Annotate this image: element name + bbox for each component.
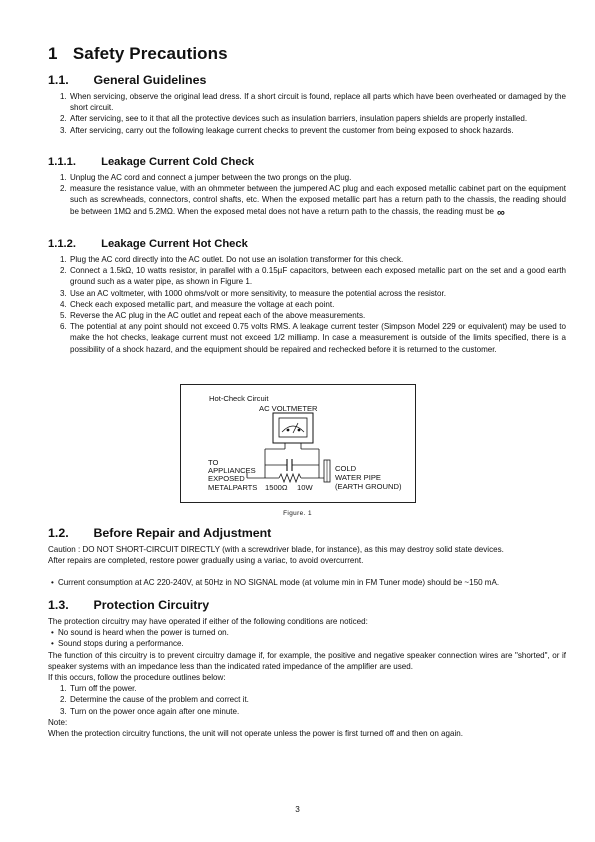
item-number: 2. <box>60 114 67 124</box>
appliance-label-line: TO <box>208 458 219 467</box>
figure-title: Hot-Check Circuit <box>209 394 269 403</box>
bullet-item: • Sound stops during a performance. <box>48 638 566 649</box>
caution-text: Caution : DO NOT SHORT-CIRCUIT DIRECTLY (with a screwdriver blade, for instance), as this may destroy solid state devices. <box>48 545 504 554</box>
item-number: 6. <box>60 322 67 332</box>
section-title: Before Repair and Adjustment <box>93 526 272 540</box>
item-text: After servicing, carry out the following leakage current checks to prevent the customer from being exposed to shock hazards. <box>70 125 514 135</box>
general-guidelines-list <box>48 91 566 136</box>
item-number: 1. <box>60 173 67 182</box>
item-text: When servicing, observe the original lead dress. If a short circuit is found, replace all parts which have been overheated or damaged by the short circuit. <box>70 92 566 113</box>
section-title: General Guidelines <box>93 73 207 87</box>
chapter-heading <box>48 44 228 64</box>
voltmeter-dial <box>279 418 307 437</box>
item-number: 4. <box>60 299 67 309</box>
list-item <box>48 183 566 217</box>
ground-label-line: WATER PIPE <box>335 473 381 482</box>
item-text: Connect a 1.5kΩ, 10 watts resistor, in parallel with a 0.15µF capacitors, between each exposed metallic part on the set and a good earth ground such as a water pipe, as shown in Figure 1. <box>70 266 566 287</box>
item-text: Turn on the power once again after one minute. <box>70 706 240 716</box>
hot-check-list <box>48 254 566 355</box>
page-number: 3 <box>295 805 300 814</box>
ground-label-line: COLD <box>335 464 357 473</box>
item-text: Turn off the power. <box>70 684 137 694</box>
appliance-label-line: APPLIANCES <box>208 466 256 475</box>
cold-check-list <box>48 172 566 217</box>
subsection-number: 1.1.2. <box>48 238 76 250</box>
infinity-symbol: ∞ <box>497 206 505 219</box>
list-item <box>48 125 566 136</box>
item-text: After servicing, see to it that all the protective devices such as insulation barriers, insulation papers shields are properly installed. <box>70 114 528 124</box>
paragraph: After repairs are completed, restore power gradually using a variac, to avoid overcurrent. <box>48 556 364 566</box>
section-heading-protection-circuitry <box>48 598 209 612</box>
chapter-title: Safety Precautions <box>72 44 228 63</box>
section-number: 1.3. <box>48 598 69 612</box>
chapter-number: 1 <box>48 44 58 63</box>
protection-circuitry-text <box>48 616 566 739</box>
list-item <box>48 288 566 299</box>
item-number: 3. <box>60 288 67 298</box>
item-number: 3. <box>60 125 67 135</box>
circuit-diagram <box>181 385 417 504</box>
item-text: Plug the AC cord directly into the AC outlet. Do not use an isolation transformer for this check. <box>70 255 404 264</box>
ground-label-line: (EARTH GROUND) <box>335 482 402 491</box>
section-heading-general-guidelines <box>48 73 206 87</box>
wattage-label: 10W <box>297 483 313 492</box>
section-title: Protection Circuitry <box>93 598 210 612</box>
item-text: Reverse the AC plug in the AC outlet and repeat each of the above measurements. <box>70 311 366 321</box>
subsection-heading-hot-check <box>48 238 248 250</box>
item-number: 1. <box>60 684 67 694</box>
item-number: 2. <box>60 266 67 276</box>
meter-terminal <box>298 429 301 432</box>
list-item <box>48 254 566 265</box>
list-item <box>48 265 566 287</box>
subsection-title: Leakage Current Hot Check <box>101 238 248 250</box>
list-item <box>48 172 566 183</box>
item-number: 1. <box>60 92 67 101</box>
item-number: 3. <box>60 706 67 716</box>
item-number: 2. <box>60 695 67 705</box>
list-item <box>48 706 566 717</box>
list-item <box>48 321 566 355</box>
list-item <box>48 694 566 705</box>
subsection-heading-cold-check <box>48 156 254 168</box>
appliance-label-line: METALPARTS <box>208 483 258 492</box>
bullet-item: • Current consumption at AC 220-240V, at 50Hz in NO SIGNAL mode (at volume min in FM Tuner mode) should be ~150 mA. <box>48 577 566 588</box>
section-number: 1.2. <box>48 526 69 540</box>
hot-check-circuit-figure <box>180 384 416 503</box>
item-number: 1. <box>60 255 67 264</box>
appliance-label-line: EXPOSED <box>208 474 245 483</box>
list-item <box>48 299 566 310</box>
paragraph: The function of this circuitry is to prevent circuitry damage if, for example, the positive and negative speaker connection wires are "shorted", or if speaker systems with an impedance less than the indicated rated impedance of the amplifier are used. <box>48 650 566 671</box>
note-label: Note: <box>48 717 68 727</box>
resistor-value-label: 1500Ω <box>265 483 288 492</box>
item-number: 5. <box>60 311 67 321</box>
figure-caption: Figure. 1 <box>283 510 312 517</box>
subsection-title: Leakage Current Cold Check <box>101 156 255 168</box>
section-heading-before-repair <box>48 526 271 540</box>
section-number: 1.1. <box>48 73 69 87</box>
list-item <box>48 91 566 113</box>
before-repair-text <box>48 544 566 589</box>
paragraph: The protection circuitry may have operated if either of the following conditions are noticed: <box>48 617 368 626</box>
voltmeter-label: AC VOLTMETER <box>259 404 318 413</box>
bullet-item: • No sound is heard when the power is turned on. <box>48 627 566 638</box>
list-item <box>48 310 566 321</box>
item-text: Unplug the AC cord and connect a jumper between the two prongs on the plug. <box>70 173 352 182</box>
item-text: Use an AC voltmeter, with 1000 ohms/volt or more sensitivity, to measure the potential across the resistor. <box>70 288 446 298</box>
item-number: 2. <box>60 184 67 194</box>
subsection-number: 1.1.1. <box>48 156 76 168</box>
list-item <box>48 113 566 124</box>
note-text: When the protection circuitry functions, the unit will not operate unless the power is first turned off and then on again. <box>48 729 463 739</box>
paragraph: If this occurs, follow the procedure outlines below: <box>48 673 226 683</box>
item-text: Check each exposed metallic part, and measure the voltage at each point. <box>70 299 335 309</box>
item-text: The potential at any point should not exceed 0.75 volts RMS. A leakage current tester (Simpson Model 229 or equivalent) may be used to make the hot checks, leakage current must not exceed 1/2 milliamp. In case a measurement is outside of the limits specified, there is a possibility of a shock hazard, and the equipment should be repaired and rechecked before it is returned to the customer. <box>70 322 566 354</box>
item-text: Determine the cause of the problem and correct it. <box>70 695 249 705</box>
list-item <box>48 683 566 694</box>
resistor-symbol <box>279 474 301 482</box>
meter-terminal <box>287 429 290 432</box>
item-text: measure the resistance value, with an ohmmeter between the jumpered AC plug and each exposed metallic cabinet part on the equipment such as screwheads, connectors, control shafts, etc. When the exposed metallic part has a return path to the chassis, the reading should be between 1MΩ and 5.2MΩ. When the exposed metal does not have a return path to the chassis, the reading must be <box>70 184 566 216</box>
